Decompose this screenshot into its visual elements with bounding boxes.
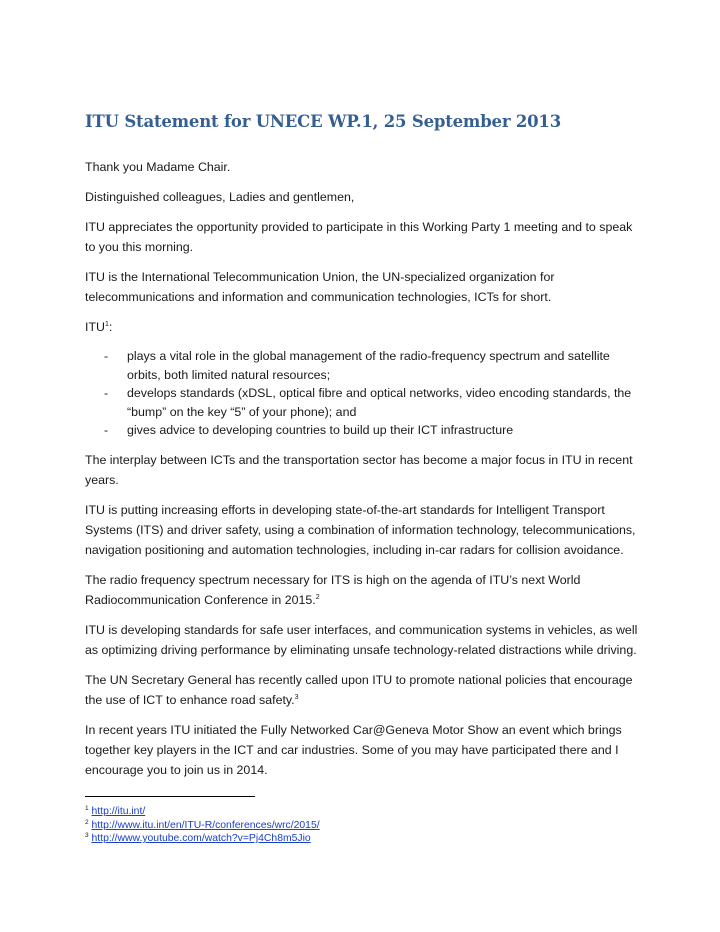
- document-title: ITU Statement for UNECE WP.1, 25 September 2013: [85, 112, 561, 131]
- paragraph-text: The radio frequency spectrum necessary for ITS is high on the agenda of ITU’s next World Radiocommunication Conference in 2015.: [85, 572, 581, 607]
- paragraph: The interplay between ICTs and the transportation sector has become a major focus in ITU in recent years.: [85, 452, 633, 487]
- paragraph: Thank you Madame Chair.: [85, 160, 231, 174]
- itu-roles-list: [85, 347, 641, 440]
- footnote-number: 1: [85, 805, 89, 812]
- footnote-ref[interactable]: 3: [294, 693, 299, 701]
- dash-bullet: -: [104, 349, 109, 363]
- footnote-link[interactable]: http://itu.int/: [91, 806, 146, 817]
- list-item-text: gives advice to developing countries to build up their ICT infrastructure: [127, 423, 514, 438]
- footnote: [85, 805, 641, 819]
- paragraph: Distinguished colleagues, Ladies and gentlemen,: [85, 190, 355, 204]
- itu-label: ITU: [85, 320, 105, 334]
- dash-bullet: -: [104, 386, 109, 401]
- itu-heading: [85, 317, 641, 337]
- list-item-text: plays a vital role in the global management of the radio-frequency spectrum and satellite orbits, both limited natural resources;: [127, 349, 610, 382]
- footnote-link[interactable]: http://www.itu.int/en/ITU-R/conferences/wrc/2015/: [91, 819, 320, 831]
- document-body: [85, 112, 641, 790]
- footnote-number: 2: [85, 818, 89, 826]
- paragraph: ITU is the International Telecommunication Union, the UN-specialized organization for telecommunications and information and communication technologies, ICTs for short.: [85, 270, 555, 304]
- itu-colon: :: [108, 320, 113, 334]
- paragraph: [85, 570, 641, 610]
- footnote-link[interactable]: http://www.youtube.com/watch?v=Pj4Ch8m5Jio: [91, 833, 311, 844]
- footnote-separator: [85, 796, 255, 797]
- list-item: [85, 384, 641, 421]
- paragraph: [85, 670, 641, 710]
- paragraph: ITU is putting increasing efforts in developing state-of-the-art standards for Intelligent Transport Systems (ITS) and driver safety, using a combination of information technology, telecommunications, navigation positioning and automation technologies, including in-car radars for collision avoidance.: [85, 502, 636, 557]
- footnote-ref[interactable]: 2: [315, 593, 320, 601]
- list-item: [85, 421, 641, 440]
- footnote-ref[interactable]: 1: [104, 321, 109, 328]
- footnote: [85, 832, 641, 846]
- list-item-text: develops standards (xDSL, optical fibre and optical networks, video encoding standards, the “bump” on the key “5” of your phone); and: [127, 386, 632, 419]
- dash-bullet: -: [104, 423, 109, 438]
- paragraph: ITU is developing standards for safe user interfaces, and communication systems in vehicles, as well as optimizing driving performance by eliminating unsafe technology-related distractions while driving.: [85, 622, 638, 657]
- paragraph-text: The UN Secretary General has recently called upon ITU to promote national policies that encourage the use of ICT to enhance road safety.: [85, 672, 633, 707]
- footnotes: [85, 796, 641, 846]
- paragraph: ITU appreciates the opportunity provided to participate in this Working Party 1 meeting and to speak to you this morning.: [85, 220, 633, 254]
- list-item: [85, 347, 641, 384]
- footnote-number: 3: [85, 832, 89, 839]
- footnote: [85, 819, 641, 833]
- paragraph: In recent years ITU initiated the Fully Networked Car@Geneva Motor Show an event which brings together key players in the ICT and car industries. Some of you may have participated there and I encourage you to join us in 2014.: [85, 722, 622, 777]
